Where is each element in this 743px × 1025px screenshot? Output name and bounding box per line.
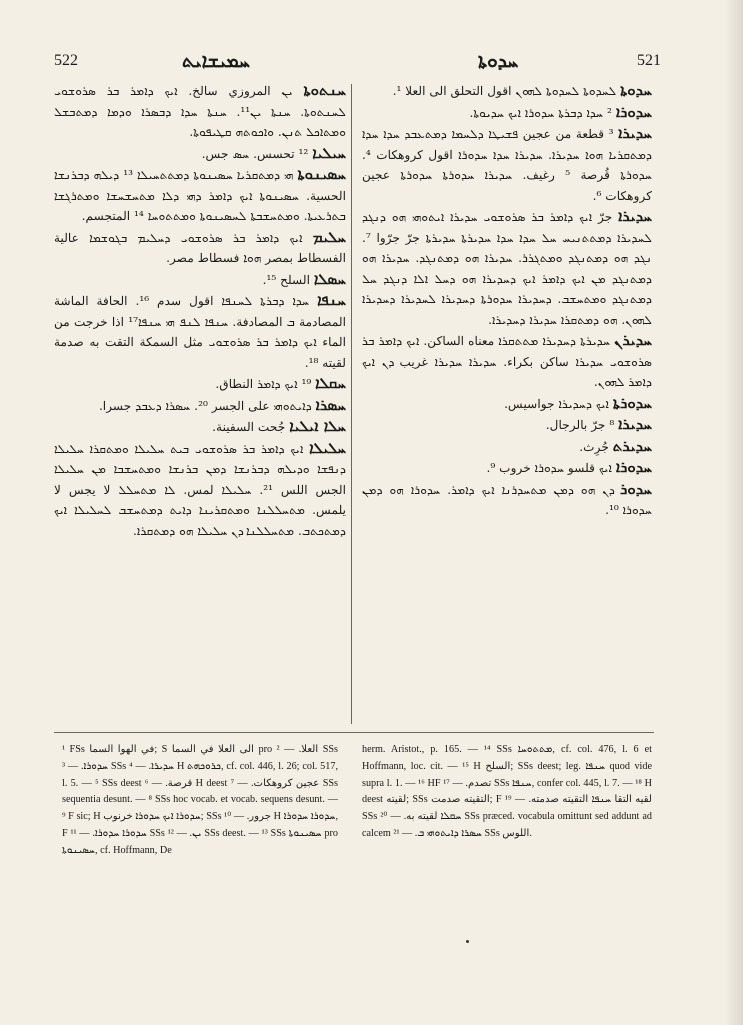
footnote-rule	[54, 732, 654, 733]
entry	[362, 80, 652, 102]
entry	[362, 393, 652, 415]
entry-text: ܠܚܕܘܬܐ ܠܚܕܘܬܐ ܠܗܘܢ اقول التحلق الى العلا ¹.	[392, 84, 617, 98]
entry-text: ³ قطعة من عجين ܦܫܝܛܐ ܕܠܚܡܐ ܕܡܬܥܒܕ ܚܕܐ ܚܕܐ ܕܡܬܩܪܝܐ ܗܘܐ ܚܕܝܪܐ. ܚܕܝܪܐ ܚܕܐ ܚܕܘܪܐ اقول كروهكات ⁴. ܚܕܘܪܬܐ قُرصة ⁵ رغيف. ܚܕܝܪܐ ܚܕܘܪܬܐ ܚܕܘܪܬܐ عجين كروهكات ⁶.	[362, 127, 653, 203]
entry-headword: ܚܕܘܪܬܐ	[612, 393, 652, 412]
entry	[362, 457, 652, 479]
entry-headword: ܚܠܐ ܐܝܠܝܐ	[289, 417, 346, 435]
right-column	[362, 80, 652, 521]
entry-headword: ܚܣܪܐ	[315, 395, 346, 414]
entry	[362, 102, 652, 124]
ink-speck	[466, 940, 469, 943]
entry-text: جُرِث.	[579, 439, 609, 454]
entry	[54, 164, 346, 227]
footnote-block: herm. Aristot., p. 165. — ¹⁴ SSs ܡܬܬܘܚܐ, cf. col. 476, l. 6 et Hoffmann, loc. cit. — ¹⁵ H السلح; SSs deest; leg. ܚܢܦܐ quod vide supra l. 1. — ¹⁶ HF تصدم. — ¹⁷ SSs ܚܢܦܐ, confer col. 445, l. 7. — ¹⁸ H deest لقيته; SSs التقيته صدمت; F لقيه التقا ܚܢܦܐ التقيته صدمته. — ¹⁹ SSs ܚܩܠܐ لقيته به. — ²⁰ SSs præced. vocabula omittunt sed addunt ad calcem ܚܣܪܐ ܕܐܝܬܘܗܝ ܒ. — ²¹ SSs اللوس.	[362, 744, 653, 839]
left-page-number: 522	[54, 52, 78, 69]
entry	[54, 143, 346, 165]
entry-text: ܐܝܟ ܕܐܡܪ ܒܪ ܣܪܘܫܘܝ ܕܚܠܝܡ ܒܓܘܫܡܐ عالية الفسطاط بمصر ܗܘܐ فسطاط مصر.	[54, 230, 346, 265]
entry	[362, 330, 652, 393]
entry-headword: ܚܢܬܘܬܐ	[303, 81, 346, 99]
entry	[54, 227, 346, 269]
entry-headword: ܚܢܦܐ	[317, 291, 347, 309]
entry-headword: ܚܕܘܪܐ	[615, 102, 652, 121]
left-column	[54, 80, 346, 541]
entry-text: ܚܕܝܪܬܐ ܕܚܕܝܪܐ ܡܬܬܩܪܐ معناه الساكن. ܐܝܟ ܕܐܡܪ ܒܪ ܣܪܘܫܘܝ ܚܕܝܪܐ ساكن بكراء. ܚܕܝܪܐ ܚܕܝܪܐ غريب ܕܢ ܐܝܟ ܕܐܡܪ ܠܗܘܢ.	[362, 334, 652, 389]
entry-text: ܐܝܟ ܕܐܡܪ ܒܪ ܣܪܘܫܘܝ ܒܝܬ ܚܠܝܠܐ ܘܡܬܩܪܐ ܚܠܝܠܐ ܕܢܦܫܐ ܘܕܝܠܗ ܕܒܪܢܫܐ ܕܡܢ ܒܪܢܫܐ ܘܡܬܚܫܒܐ ܡܢ ܚܠܝܠܐ الجس اللس ²¹. ܚܠܝܠܐ لمس. ܠܐ ܡܬܚܠܠ لا يجس لا يلمس. ܡܬܚܠܠܢܐ ܘܡܬܩܪܝܢܐ ܕܐܝܬ ܕܡܬܚܫܒ ܠܚܠܝܠܐ ܐܝܟ ܕܡܬܟܬܒ. ܡܬܚܠܠܢܐ ܕܢ ܚܠܝܠܐ ܗܘ ܕܡܬܩܪܐ.	[54, 441, 346, 538]
entry-headword: ܚܕܝܪܐ	[618, 207, 652, 225]
footnote-block: ¹ FSs في الهوا السما; S الى العلا في السما pro العلا. — ² SSs ܚܕܘܪܐ. — ³ SSs ܚܕܝܪܐ. — ⁴ H ܟܪܘܟܗܬ, cf. col. 446, l. 26; col. 517, l. 5. — ⁵ SSs deest قرصة. — ⁶ H deest عجين كروهكات. — ⁷ SSs sequentia desunt. — ⁸ SSs hoc vocab. et vocab. sequens desunt. — ⁹ F sic; H ܚܕܘܪܐ ܐܝܟ ܚܕܘܪܐ خرنوب; SSs جرور. — ¹⁰ H ܚܕܘܪܐ ܚܕܘܪܐ, F ܚܕܘܪܐ ܚܕܘܪܐ. — ¹¹ SSs ܝܢ. — ¹² SSs deest. — ¹³ SSs ܚܣܝܢܘܬܐ pro ܚܣܝܢܘܬܐ, cf. Hoffmann, De	[62, 744, 339, 856]
entry-text: ² ܚܕܐ ܕܒܪܬܐ ܚܕܘܪܐ ܐܝܟ ܚܕܝܘܬܐ.	[469, 105, 612, 120]
left-running-headword: ܚܡܝܫܐܝܬ	[182, 50, 250, 72]
entry-headword: ܚܝܠܝܐ	[312, 143, 346, 162]
entry	[54, 269, 346, 291]
entry	[54, 80, 346, 143]
entry-text: ܐܝܟ ܕܚܕܝܪܐ جواسيس.	[504, 396, 609, 411]
entry-headword: ܚܠܝܡ	[312, 227, 347, 246]
entry-text: ¹² تحسس. ܚܣ جس.	[201, 146, 309, 161]
entry-headword: ܚܕܘܬܐ	[620, 81, 652, 99]
entry	[362, 436, 652, 458]
entry-text: ⁸ جرّ بالرجال.	[545, 418, 615, 432]
entry-headword: ܚܕܝܪܬ	[612, 436, 652, 455]
entry-headword: ܚܕܝܪܢ	[614, 331, 653, 349]
footnotes-right	[362, 742, 652, 843]
entry	[54, 416, 346, 438]
entry-headword: ܚܕܝܪܐ	[618, 124, 653, 142]
right-running-headword: ܚܕܘܬܐ	[478, 50, 519, 72]
entry-headword: ܚܕܝܪܐ	[618, 415, 652, 433]
entry-text: جرّ ܐܝܟ ܕܐܡܪ ܒܪ ܣܪܘܫܘܝ ܚܕܝܪܐ ܐܝܬܘܗܝ ܗܘ ܕܢܓܕ ܠܚܕܝܪܐ ܕܡܬܬܢܝܚ ܚܠ ܚܕܐ ܚܕܐ ܚܕܝܪܬܐ ܚܕܝܪܬܐ جرّ جرّوا ⁷. ܢܓܕ ܗܘ ܕܡܬܢܓܕ ܘܡܬܓܪܪ. ܚܕܝܪܐ ܗܘ ܕܡܬܢܓܕ. ܚܕܝܪܐ ܗܘ ܕܡܬܢܓܕ ܡܢ ܐܝܟ ܕܐܡܪ ܐܝܟ ܕܚܕܝܪܐ ܗܘ ܕܚܠ ܐܠܐ ܕܢܓܕ ܚܠ ܕܡܬܢܓܕ ܘܡܬܚܫܒ. ܕܚܕܝܪܐ ܚܕܘܪܬܐ ܕܚܕܝܪܐ ܠܚܕܝܪܐ ܕܚܕܝܪܐ ܠܗܘܢ. ܗܘ ܕܡܬܩܪܐ ܚܕܝܪܐ ܕܚܕܝܪܐ.	[362, 210, 652, 327]
entry	[54, 373, 346, 395]
entry-text: السلح ¹⁵.	[262, 272, 310, 287]
entry-text: ܐܝܟ قلسو ܚܕܘܪܐ خروب ⁹.	[486, 461, 612, 475]
running-header	[0, 50, 743, 76]
right-page-number: 521	[637, 52, 661, 69]
entry-text: ܕܢ ܗܘ ܕܡܢ ܡܬܚܕܪܢܐ ܐܝܟ ܕܐܡܪ. ܚܕܘܪܐ ܗܘ ܕܡܢ ܚܕܘܪܐ ¹⁰.	[362, 482, 652, 517]
entry-text: ܝܢ المروزي سالخ. ܐܝܟ ܕܐܡܪ ܒܪ ܣܪܘܫܘܝ ܠܚܢܬܘܬܐ. ܚܢܬܐ ܝܢ¹¹. ܚܢܬܐ ܚܕܐ ܕܒܣܪܐ ܘܕܡܐ ܕܡܬܒܫܠ ܘܡܬܐܟܠ ܬܢܢ. ܘܐܟܘܬܗ ܩܛܝܦܘܬܐ.	[54, 84, 346, 139]
entry-headword: ܚܠܝܠܐ	[309, 438, 346, 457]
column-divider	[351, 84, 352, 724]
entry	[54, 290, 346, 373]
entry-text: ܚܕܐ ܕܒܪܬܐ ܠܚܢܦܐ اقول سدم ¹⁶. الحافة الماشة المصادمة ܒ المصادفة. ܚܢܦܐ ܠܢܦ ܗܝ ܚܢܦܐ¹⁷ اذا خرجت من الماء ܐܝܟ ܕܐܡܪ ܒܪ ܣܪܘܫܘܝ مثل السمكة التقت به صدمة لقيته ¹⁸.	[54, 294, 346, 370]
entry-headword: ܚܕܘܪ	[620, 479, 653, 498]
entry-text: ¹⁹ ܐܝܟ ܕܐܡܪ النطاق.	[215, 377, 312, 391]
footnotes-left	[62, 742, 338, 860]
entry-headword: ܚܣܠܐ	[313, 269, 346, 288]
entry	[54, 395, 346, 417]
entry	[362, 479, 652, 521]
entry-text: ܕܐܝܬܘܗܝ على الجسر ²⁰. ܚܣܪܐ ܕܥܒܕ جسرا.	[98, 398, 312, 413]
entry-text: ܗܝ ܕܡܬܩܪܝܐ ܚܣܝܢܘܬܐ ܕܡܬܬܚܝܠܐ ¹³ ܕܝܠܗ ܕܒܪܢܫܐ الحسية. ܚܣܝܢܘܬܐ ܐܝܟ ܕܐܡܪ ܕܗܝ ܕܠܐ ܡܬܚܫܚܫܐ ܘܡܬܪܓܫܐ ܒܬܪܥܝܬܐ. ܘܡܬܚܫܒܬܐ ܠܚܣܝܢܘܬܐ ܘܡܬܬܘܚܐ ¹⁴ المتجسم.	[54, 168, 346, 223]
entry	[54, 438, 346, 542]
entry	[362, 206, 652, 330]
entry-headword: ܚܣܝܢܘܬܐ	[297, 165, 347, 183]
entry-headword: ܚܩܠܐ	[315, 374, 346, 392]
entry	[362, 123, 652, 206]
entry-headword: ܚܕܘܪܐ	[615, 458, 652, 476]
entry	[362, 414, 652, 436]
entry-text: جُحت السفينة.	[212, 420, 286, 434]
